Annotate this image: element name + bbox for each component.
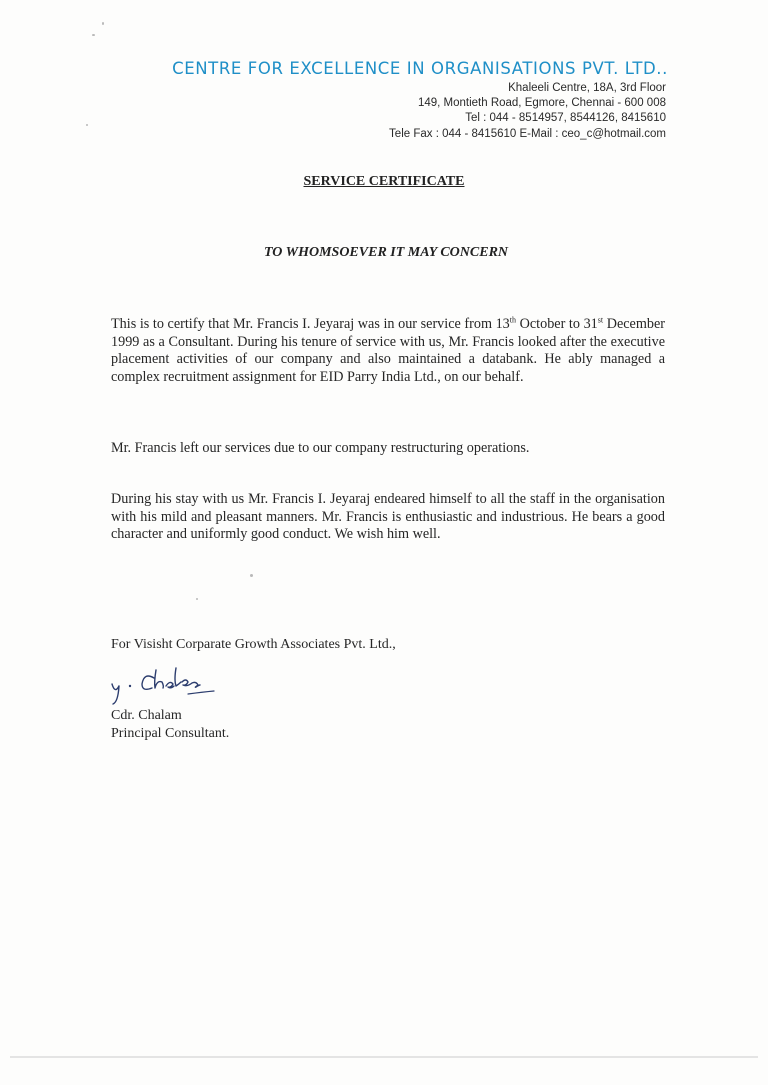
paragraph-character: During his stay with us Mr. Francis I. Jeyaraj endeared himself to all the staff in the organisation with his mild and pleasant manners. Mr. Francis is enthusiastic and industrious. He bears a good character and uniformly good conduct. We wish him well. [111, 491, 665, 542]
address-line-1: Khaleeli Centre, 18A, 3rd Floor [508, 82, 666, 94]
ordinal-suffix: st [597, 315, 604, 325]
paragraph-text: October to 31 [516, 316, 598, 332]
scan-speck [86, 124, 88, 126]
handwritten-signature [108, 664, 228, 710]
paragraph-service-details [111, 316, 665, 386]
paragraph-text: This is to certify that Mr. Francis I. Jeyaraj was in our service from 13 [111, 316, 510, 332]
signer-designation: Principal Consultant. [111, 726, 230, 741]
address-line-2: 149, Montieth Road, Egmore, Chennai - 600 008 [417, 97, 666, 109]
paragraph-text: December 1999 as a Consultant. During his tenure of service with us, Mr. Francis looked after the executive placement activities of our company and also maintained a databank. He ably managed a complex recruitment assignment for EID Parry India Ltd., on our behalf. [111, 316, 666, 385]
scan-speck [102, 22, 104, 25]
ordinal-suffix: th [509, 315, 517, 325]
signer-name: Cdr. Chalam [111, 708, 182, 723]
document-title: SERVICE CERTIFICATE [303, 174, 465, 189]
scan-speck [250, 574, 253, 577]
scan-speck [92, 34, 95, 36]
paragraph-departure: Mr. Francis left our services due to our company restructuring operations. [111, 440, 530, 456]
scan-edge [10, 1056, 758, 1058]
company-name: CENTRE FOR EXCELLENCE IN ORGANISATIONS PVT. LTD.. [172, 59, 668, 78]
phone-line: Tel : 044 - 8514957, 8544126, 8415610 [465, 112, 666, 124]
scan-speck [196, 598, 198, 600]
salutation: TO WHOMSOEVER IT MAY CONCERN [263, 245, 509, 260]
closing-line: For Visisht Corparate Growth Associates Pvt. Ltd., [111, 637, 396, 652]
fax-email-line: Tele Fax : 044 - 8415610 E-Mail : ceo_c@hotmail.com [389, 128, 666, 140]
